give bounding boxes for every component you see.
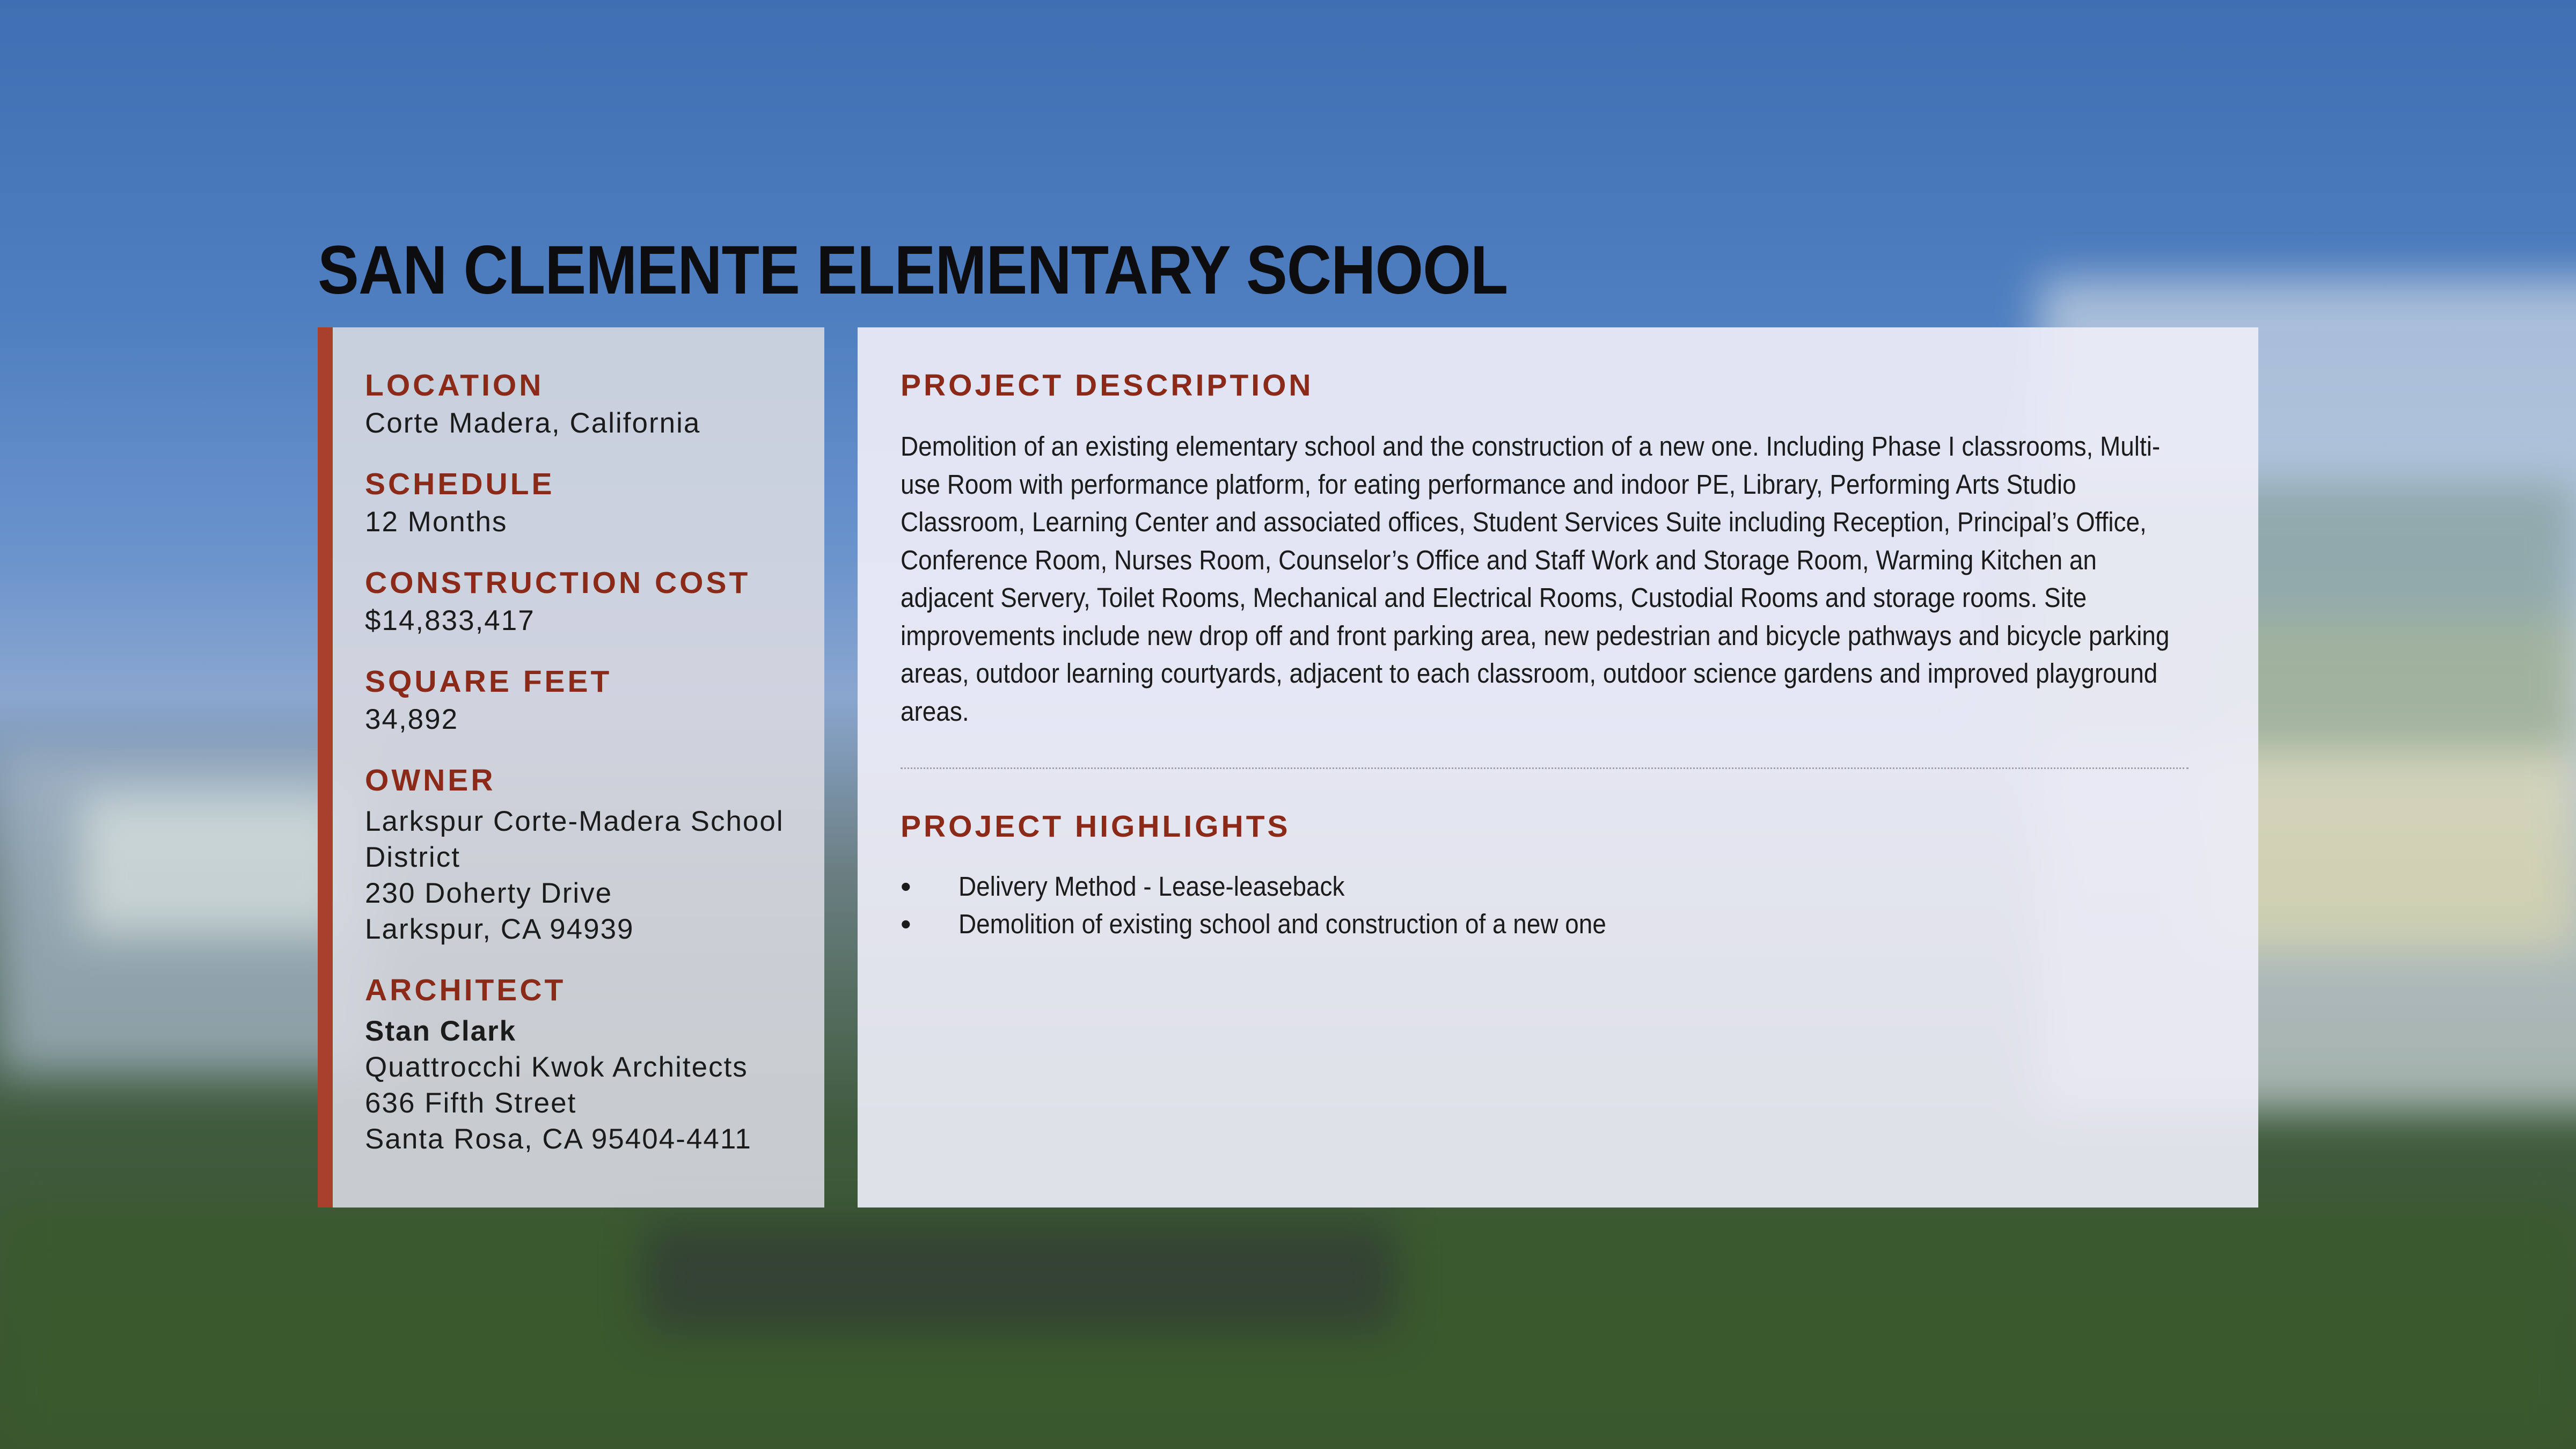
highlight-text: Delivery Method - Lease-leaseback (958, 871, 1345, 902)
list-item (901, 905, 2189, 943)
highlight-text: Demolition of existing school and construction of a new one (958, 909, 1606, 939)
owner-line: Larkspur Corte-Madera School (365, 806, 784, 837)
architect-group (365, 975, 805, 1157)
bullet-icon: • (901, 869, 911, 903)
project-highlights-section (901, 811, 2189, 943)
architect-line: Quattrocchi Kwok Architects (365, 1051, 748, 1083)
highlights-list (901, 868, 2189, 943)
schedule-value: 12 Months (365, 506, 508, 538)
owner-line: District (365, 841, 460, 873)
list-item (901, 868, 2189, 905)
construction-cost-group (365, 568, 805, 639)
location-value: Corte Madera, California (365, 407, 701, 439)
construction-cost-value: $14,833,417 (365, 605, 535, 636)
construction-cost-label: CONSTRUCTION COST (365, 566, 751, 600)
bullet-icon: • (901, 907, 911, 941)
project-description-heading: PROJECT DESCRIPTION (901, 368, 1314, 402)
architect-name: Stan Clark (365, 1015, 517, 1047)
schedule-group (365, 469, 805, 540)
project-description-body: Demolition of an existing elementary school and the construction of a new one. Including Phase I classrooms, Multi-use Room with performance platform, for eating performance and indoor PE, Library, Performing Arts Studio Classroom, Learning Center and associated offices, Student Services Suite including Reception, Principal’s Office, Conference Room, Nurses Room, Counselor’s Office and Staff Work and Storage Room, Warming Kitchen an adjacent Servery, Toilet Rooms, Mechanical and Electrical Rooms, Custodial Rooms and storage rooms. Site improvements include new drop off and front parking area, new pedestrian and bicycle pathways and bicycle parking areas, outdoor learning courtyards, adjacent to each classroom, outdoor science gardens and improved playground areas. (901, 431, 2170, 727)
owner-line: 230 Doherty Drive (365, 877, 613, 909)
architect-line: 636 Fifth Street (365, 1087, 577, 1119)
accent-bar (318, 327, 333, 1208)
location-group (365, 370, 805, 441)
project-description-section (901, 370, 2189, 730)
section-divider (901, 767, 2189, 769)
page-title: SAN CLEMENTE ELEMENTARY SCHOOL (318, 232, 1508, 309)
square-feet-label: SQUARE FEET (365, 664, 612, 699)
square-feet-group (365, 664, 805, 737)
owner-group (365, 765, 805, 947)
project-info-panel (858, 327, 2258, 1208)
project-highlights-heading: PROJECT HIGHLIGHTS (901, 809, 1291, 844)
location-label: LOCATION (365, 368, 544, 402)
owner-label: OWNER (365, 763, 496, 797)
architect-line: Santa Rosa, CA 95404-4411 (365, 1123, 752, 1155)
owner-line: Larkspur, CA 94939 (365, 913, 634, 945)
square-feet-value: 34,892 (365, 704, 459, 735)
architect-label: ARCHITECT (365, 973, 566, 1007)
project-details-panel (318, 327, 824, 1208)
schedule-label: SCHEDULE (365, 467, 555, 501)
